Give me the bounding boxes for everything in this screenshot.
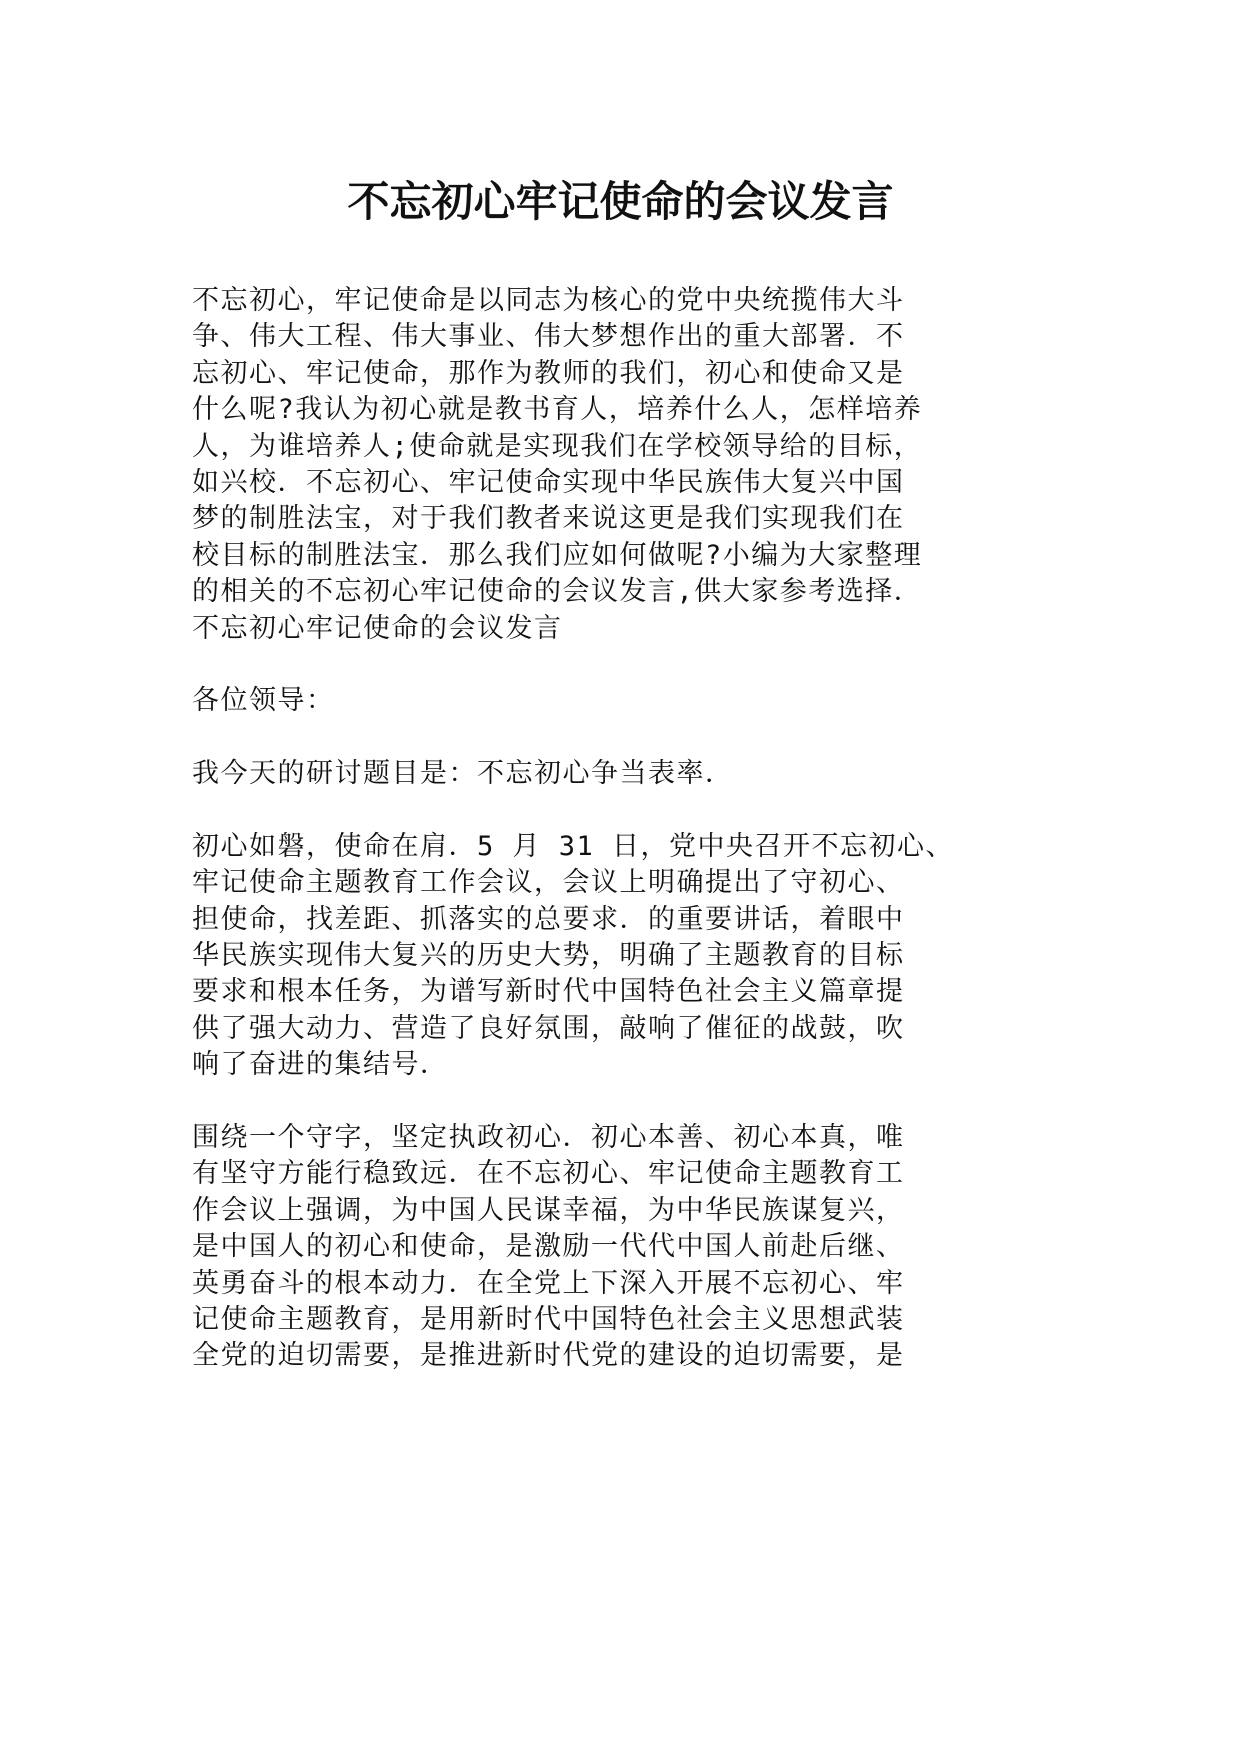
text-line: 不忘初心牢记使命的会议发言 bbox=[192, 612, 563, 644]
paragraph-mission bbox=[192, 829, 1052, 1084]
text-line: 各位领导： bbox=[192, 685, 335, 717]
text-line: 英勇奋斗的根本动力．在全党上下深入开展不忘初心、牢 bbox=[192, 1267, 905, 1299]
text-line: 记使命主题教育，是用新时代中国特色社会主义思想武装 bbox=[192, 1303, 905, 1335]
text-line: 全党的迫切需要，是推进新时代党的建设的迫切需要，是 bbox=[192, 1340, 905, 1372]
text-line: 梦的制胜法宝，对于我们教者来说这更是我们实现我们在 bbox=[192, 503, 905, 535]
text-line: 有坚守方能行稳致远．在不忘初心、牢记使命主题教育工 bbox=[192, 1158, 905, 1190]
paragraph-keep bbox=[192, 1120, 1052, 1375]
text-line: 牢记使命主题教育工作会议，会议上明确提出了守初心、 bbox=[192, 867, 905, 899]
text-line: 供了强大动力、营造了良好氛围，敲响了催征的战鼓，吹 bbox=[192, 1012, 905, 1044]
text-line: 争、伟大工程、伟大事业、伟大梦想作出的重大部署．不 bbox=[192, 321, 905, 353]
paragraph-salutation bbox=[192, 683, 1052, 719]
document-body bbox=[192, 283, 1052, 1411]
paragraph-intro bbox=[192, 283, 1052, 647]
text-line: 忘初心、牢记使命，那作为教师的我们，初心和使命又是 bbox=[192, 357, 905, 389]
text-line: 是中国人的初心和使命，是激励一代代中国人前赴后继、 bbox=[192, 1231, 905, 1263]
text-line: 担使命，找差距、抓落实的总要求．的重要讲话，着眼中 bbox=[192, 903, 905, 935]
text-line: 的相关的不忘初心牢记使命的会议发言,供大家参考选择． bbox=[192, 576, 923, 608]
text-line: 不忘初心，牢记使命是以同志为核心的党中央统揽伟大斗 bbox=[192, 285, 905, 316]
text-line: 作会议上强调，为中国人民谋幸福，为中华民族谋复兴， bbox=[192, 1194, 905, 1226]
paragraph-topic bbox=[192, 756, 1052, 792]
text-line: 人，为谁培养人;使命就是实现我们在学校领导给的目标， bbox=[192, 430, 923, 462]
text-line: 响了奋进的集结号． bbox=[192, 1049, 449, 1081]
text-line: 如兴校．不忘初心、牢记使命实现中华民族伟大复兴中国 bbox=[192, 466, 905, 498]
text-line: 华民族实现伟大复兴的历史大势，明确了主题教育的目标 bbox=[192, 940, 905, 972]
text-line: 什么呢?我认为初心就是教书育人，培养什么人，怎样培养 bbox=[192, 394, 923, 426]
document-title: 不忘初心牢记使命的会议发言 bbox=[347, 177, 894, 226]
text-line: 围绕一个守字，坚定执政初心．初心本善、初心本真，唯 bbox=[192, 1121, 905, 1153]
text-line: 我今天的研讨题目是：不忘初心争当表率． bbox=[192, 758, 734, 790]
text-line: 初心如磐，使命在肩．5 月 31 日，党中央召开不忘初心、 bbox=[192, 830, 955, 862]
text-line: 要求和根本任务，为谱写新时代中国特色社会主义篇章提 bbox=[192, 976, 905, 1008]
text-line: 校目标的制胜法宝．那么我们应如何做呢?小编为大家整理 bbox=[192, 539, 923, 571]
